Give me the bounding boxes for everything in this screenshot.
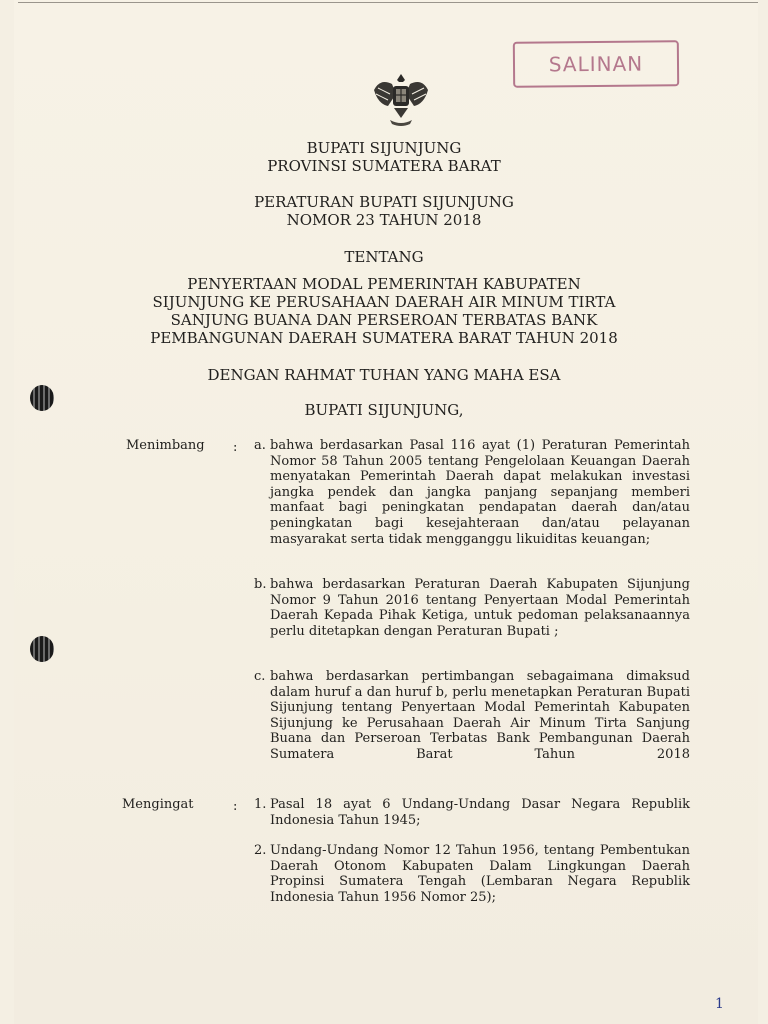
subject-line: SIJUNJUNG KE PERUSAHAAN DAERAH AIR MINUM TIRTA — [152, 293, 616, 311]
item-marker: 2. — [254, 843, 267, 858]
punch-hole-bottom — [30, 636, 54, 662]
item-marker: a. — [254, 438, 266, 453]
province-title: PROVINSI SUMATERA BARAT — [267, 157, 501, 175]
item-marker: b. — [254, 577, 267, 592]
mengingat-colon: : — [233, 799, 238, 814]
consideration-item: bahwa berdasarkan pertimbangan sebagaimana dimaksud dalam huruf a dan huruf b, perlu menetapkan Peraturan Bupati Sijunjung tentang Penyertaan Modal Pemerintah Kabupaten Sijunjung ke Perusahaan Daerah Air Minum Tirta Sanjung Buana dan Perseroan Terbatas Bank Pembangunan Daerah Sumatera Barat Tahun 2018 — [270, 669, 690, 762]
authority-title: BUPATI SIJUNJUNG — [306, 139, 462, 157]
menimbang-colon: : — [233, 440, 238, 455]
subject-line: SANJUNG BUANA DAN PERSEROAN TERBATAS BANK — [170, 311, 598, 329]
regulation-title: PERATURAN BUPATI SIJUNJUNG — [254, 193, 514, 211]
about-heading: TENTANG — [344, 248, 424, 266]
regulation-number: NOMOR 23 TAHUN 2018 — [286, 211, 482, 229]
consideration-item: bahwa berdasarkan Peraturan Daerah Kabupaten Sijunjung Nomor 9 Tahun 2016 tentang Penyertaan Modal Pemerintah Daerah Kepada Pihak Ketiga, untuk pedoman pelaksanaannya perlu ditetapkan dengan Peraturan Bupati ; — [270, 577, 690, 639]
item-marker: c. — [254, 669, 266, 684]
item-marker: 1. — [254, 797, 267, 812]
speaker: BUPATI SIJUNJUNG, — [304, 401, 464, 419]
menimbang-label: Menimbang — [126, 438, 205, 453]
garuda-emblem-icon — [366, 70, 436, 130]
page-edge — [18, 2, 758, 3]
subject-line: PEMBANGUNAN DAERAH SUMATERA BARAT TAHUN 2018 — [150, 329, 618, 347]
invocation: DENGAN RAHMAT TUHAN YANG MAHA ESA — [207, 366, 561, 384]
page-number-mark: 1 — [715, 996, 724, 1012]
subject-line: PENYERTAAN MODAL PEMERINTAH KABUPATEN — [187, 275, 581, 293]
legal-basis-item: Pasal 18 ayat 6 Undang-Undang Dasar Negara Republik Indonesia Tahun 1945; — [270, 797, 690, 828]
consideration-item: bahwa berdasarkan Pasal 116 ayat (1) Peraturan Pemerintah Nomor 58 Tahun 2005 tentang Pengelolaan Keuangan Daerah menyatakan Pemerintah Daerah dapat melakukan investasi jangka pendek dan jangka panjang sepanjang memberi manfaat bagi peningkatan pendapatan daerah dan/atau peningkatan bagi kesejahteraan dan/atau pelayanan masyarakat serta tidak mengganggu likuiditas keuangan; — [270, 438, 690, 547]
salinan-stamp: SALINAN — [513, 40, 679, 87]
mengingat-label: Mengingat — [122, 797, 194, 812]
legal-basis-item: Undang-Undang Nomor 12 Tahun 1956, tentang Pembentukan Daerah Otonom Kabupaten Dalam Lingkungan Daerah Propinsi Sumatera Tengah (Lembaran Negara Republik Indonesia Tahun 1956 Nomor 25); — [270, 843, 690, 905]
